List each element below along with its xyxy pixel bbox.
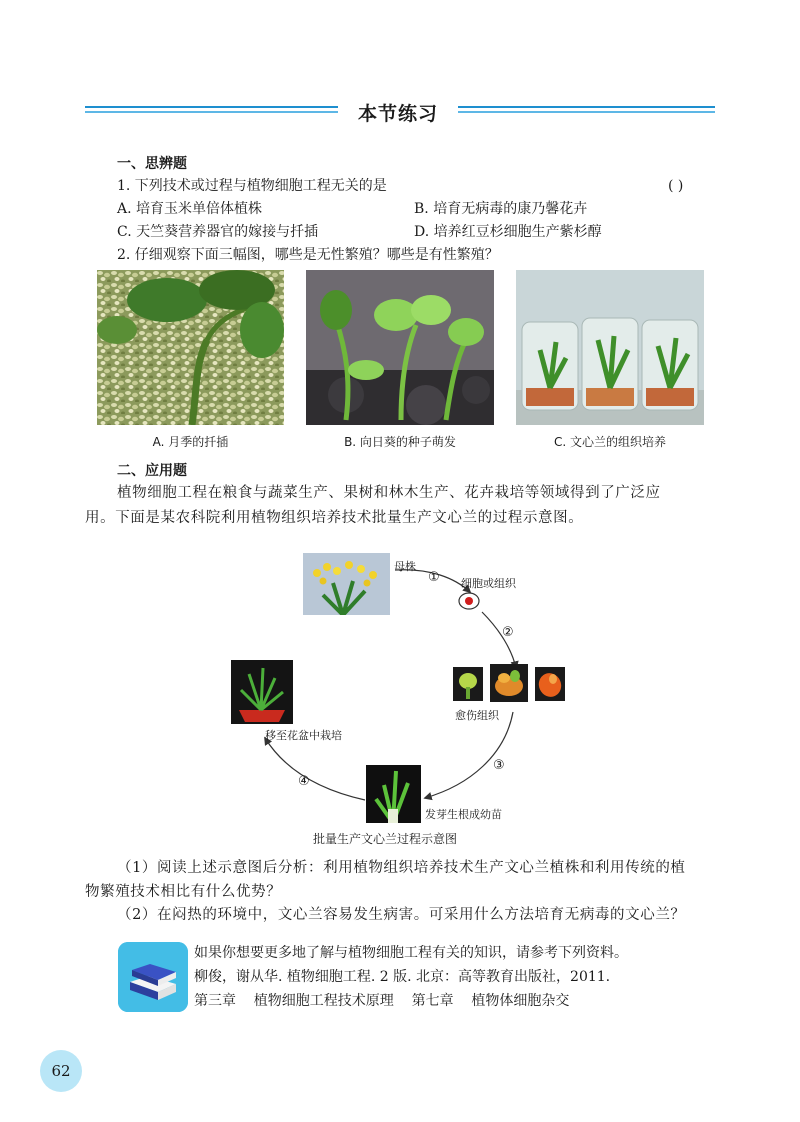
reading-line2: 柳俊，谢从华. 植物细胞工程. 2 版. 北京：高等教育出版社，2011. [194,969,611,985]
step-1-marker: ① [428,570,440,585]
part1-heading: 一、思辨题 [117,156,187,172]
seedling-photo [366,765,421,823]
q1-option-a: A. 培育玉米单倍体植株 [117,201,263,217]
photo-c-caption: C. 文心兰的组织培养 [553,435,666,449]
section-title: 本节练习 [357,103,438,125]
label-seedling: 发芽生根成幼苗 [425,808,502,821]
callus-photo-2 [490,664,528,702]
q1-option-d: D. 培养红豆杉细胞生产紫杉醇 [414,224,602,240]
potted-plant-photo [231,660,293,724]
part2-q1-line1: （1）阅读上述示意图后分析：利用植物组织培养技术生产文心兰植株和利用传统的植 [117,860,686,876]
photo-b-caption: B. 向日葵的种子萌发 [344,435,456,449]
part2-heading: 二、应用题 [117,463,187,479]
callus-photo-3 [535,667,565,701]
q1-option-c: C. 天竺葵营养器官的嫁接与扦插 [117,224,319,240]
step-4-marker: ④ [298,774,310,789]
photo-a-caption: A. 月季的扦插 [152,435,229,449]
q1-stem: 1. 下列技术或过程与植物细胞工程无关的是 [117,178,387,194]
label-mother-plant: 母株 [394,560,416,573]
diagram-caption: 批量生产文心兰过程示意图 [313,832,458,846]
part2-q1-line2: 物繁殖技术相比有什么优势？ [85,884,282,900]
reading-line3: 第三章 植物细胞工程技术原理 第七章 植物体细胞杂交 [194,993,570,1009]
callus-photo-1 [453,667,483,701]
q1-option-b: B. 培育无病毒的康乃馨花卉 [414,201,588,217]
page-number: 62 [40,1050,82,1092]
part2-intro-line1: 植物细胞工程在粮食与蔬菜生产、果树和林木生产、花卉栽培等领域得到了广泛应 [117,485,661,501]
step-2-marker: ② [502,625,514,640]
label-cells-tissue: 细胞或组织 [461,577,516,590]
photo-sunflower-seedlings [306,270,494,425]
cell-tissue-icon [457,591,481,611]
photo-rose-cutting [97,270,284,425]
book-icon [118,942,188,1012]
label-callus: 愈伤组织 [455,709,499,722]
part2-intro-line2: 用。下面是某农科院利用植物组织培养技术批量生产文心兰的过程示意图。 [85,510,584,526]
mother-plant-photo [303,553,390,615]
label-pot: 移至花盆中栽培 [265,729,342,742]
q2-stem: 2. 仔细观察下面三幅图，哪些是无性繁殖？哪些是有性繁殖？ [117,247,499,263]
q1-answer-blank: ( ) [668,178,684,194]
part2-q2: （2）在闷热的环境中，文心兰容易发生病害。可采用什么方法培育无病毒的文心兰？ [117,907,686,923]
header-rule-left [85,106,338,116]
step-3-marker: ③ [493,758,505,773]
reading-line1: 如果你想要更多地了解与植物细胞工程有关的知识，请参考下列资料。 [194,945,628,961]
photo-tissue-culture-jars [516,270,704,425]
header-rule-right [458,106,715,116]
